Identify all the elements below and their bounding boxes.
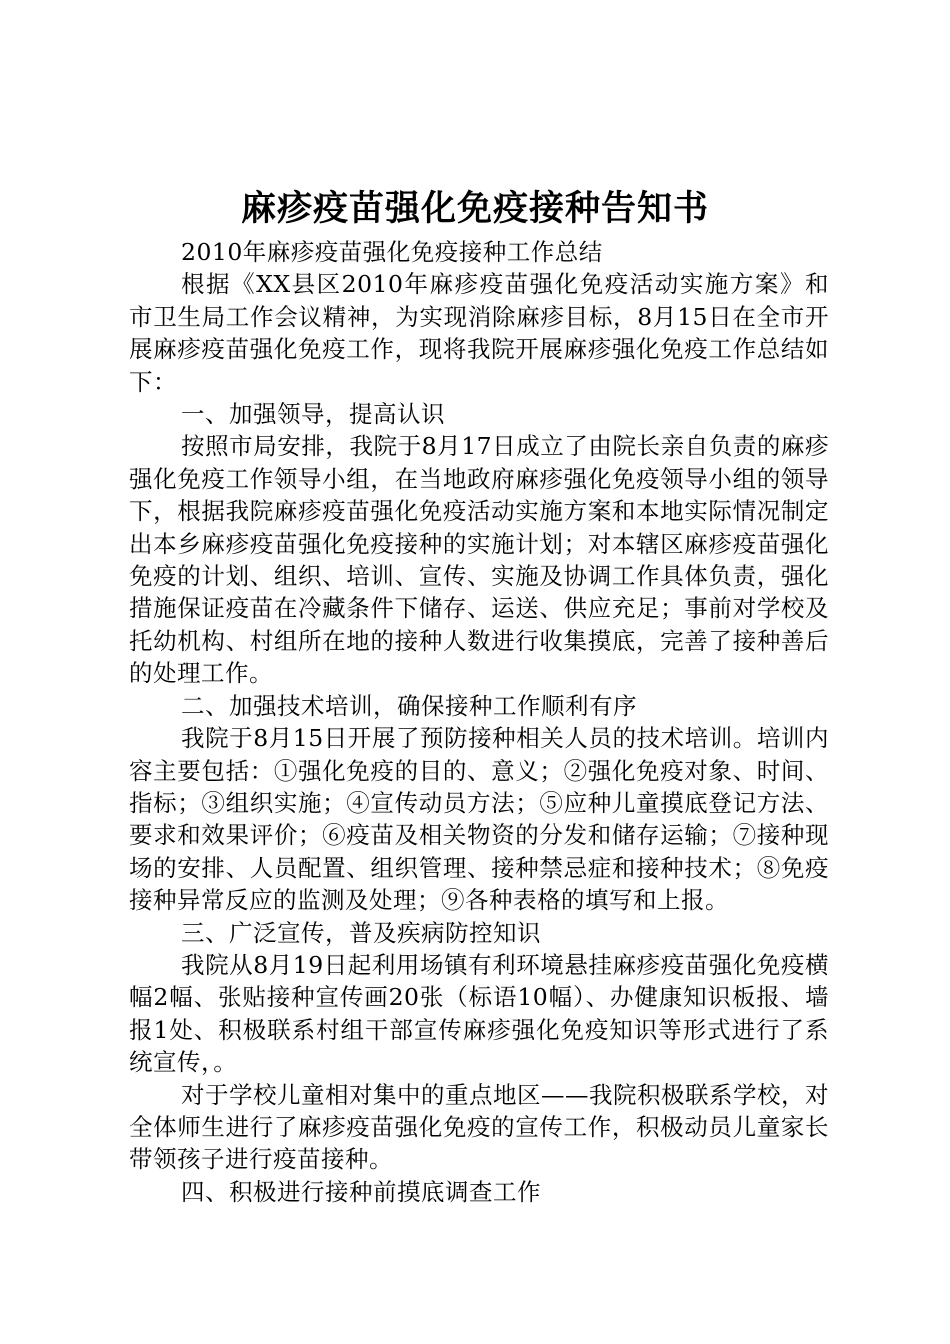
paragraph-section-1: 按照市局安排，我院于8月17日成立了由院长亲自负责的麻疹强化免疫工作领导小组，在当地政府麻疹强化免疫领导小组的领导下，根据我院麻疹疫苗强化免疫活动实施方案和本地实际情况制定出本乡麻疹疫苗强化免疫接种的实施计划；对本辖区麻疹疫苗强化免疫的计划、组织、培训、宣传、实施及协调工作具体负责，强化措施保证疫苗在冷藏条件下储存、运送、供应充足；事前对学校及托幼机构、村组所在地的接种人数进行收集摸底，完善了接种善后的处理工作。 [129, 432, 829, 688]
paragraph-section-3a: 我院从8月19日起利用场镇有利环境悬挂麻疹疫苗强化免疫横幅2幅、张贴接种宣传画20张（标语10幅）、办健康知识板报、墙报1处、积极联系村组干部宣传麻疹强化免疫知识等形式进行了系统宣传，。 [129, 950, 829, 1077]
paragraph-intro: 根据《XX县区2010年麻疹疫苗强化免疫活动实施方案》和市卫生局工作会议精神，为实现消除麻疹目标，8月15日在全市开展麻疹疫苗强化免疫工作，现将我院开展麻疹强化免疫工作总结如下： [129, 270, 829, 396]
paragraph-section-3b: 对于学校儿童相对集中的重点地区——我院积极联系学校，对全体师生进行了麻疹疫苗强化免疫的宣传工作，积极动员儿童家长带领孩子进行疫苗接种。 [129, 1080, 829, 1174]
section-heading-2: 二、加强技术培训，确保接种工作顺利有序 [181, 691, 637, 720]
document-body [129, 236, 829, 1208]
paragraph-summary-heading: 2010年麻疹疫苗强化免疫接种工作总结 [181, 238, 603, 266]
section-heading-4: 四、积极进行接种前摸底调查工作 [181, 1177, 541, 1206]
section-heading-1: 一、加强领导，提高认识 [181, 400, 445, 429]
document-title: 麻疹疫苗强化免疫接种告知书 [240, 188, 709, 229]
paragraph-section-2: 我院于8月15日开展了预防接种相关人员的技术培训。培训内容主要包括：①强化免疫的目的、意义；②强化免疫对象、时间、指标；③组织实施；④宣传动员方法；⑤应种儿童摸底登记方法、要求和效果评价；⑥疫苗及相关物资的分发和储存运输；⑦接种现场的安排、人员配置、组织管理、接种禁忌症和接种技术；⑧免疫接种异常反应的监测及处理；⑨各种表格的填写和上报。 [129, 724, 829, 915]
section-heading-3: 三、广泛宣传，普及疾病防控知识 [181, 918, 541, 947]
